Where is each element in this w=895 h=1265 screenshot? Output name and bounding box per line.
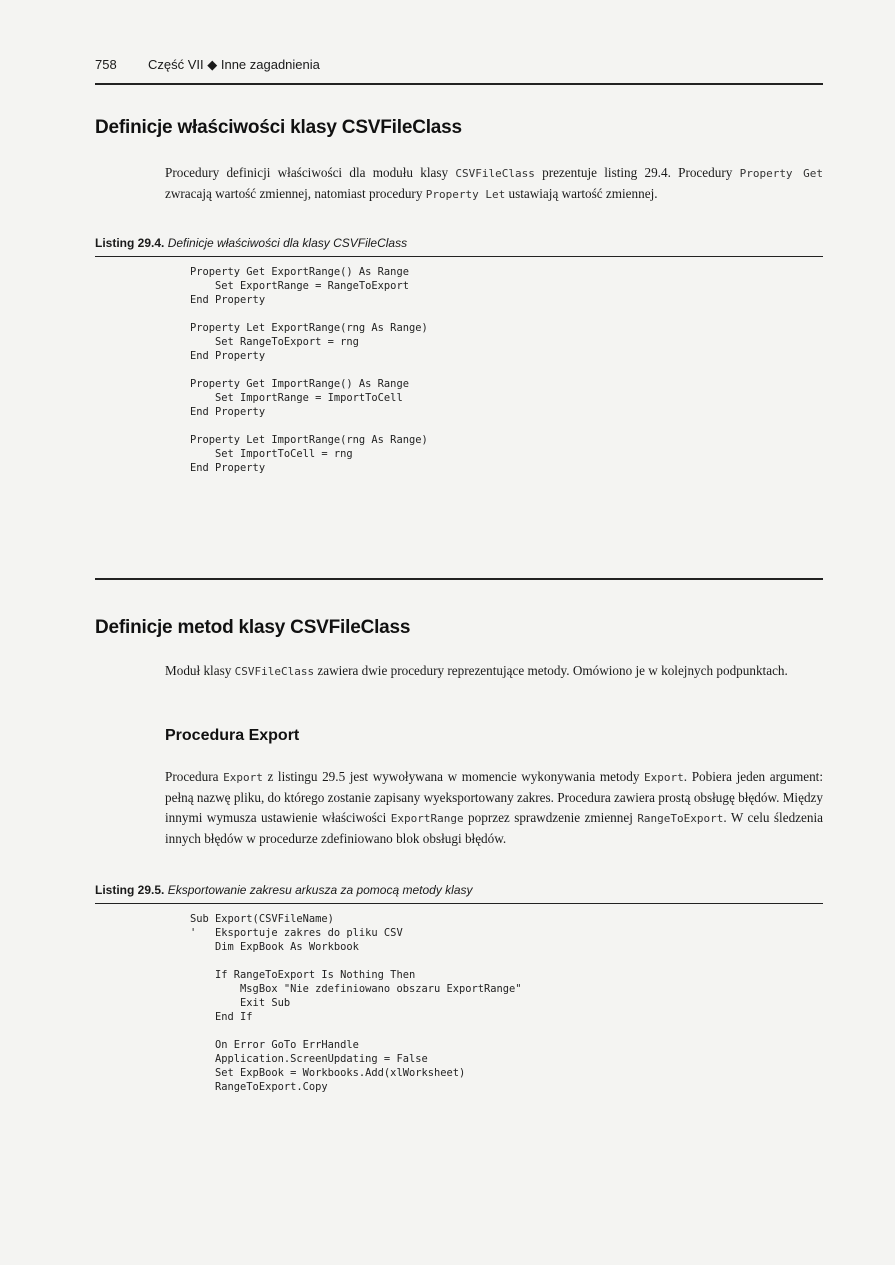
text-run: Moduł klasy [165, 663, 235, 678]
section-heading-methods: Definicje metod klasy CSVFileClass [95, 617, 411, 638]
text-run: prezentuje listing 29.4. Procedury [534, 165, 740, 180]
code-line: Set ExpBook = Workbooks.Add(xlWorksheet) [190, 1067, 466, 1079]
section-heading-properties: Definicje właściwości klasy CSVFileClass [95, 117, 462, 138]
text-run: Procedury definicji właściwości dla modułu klasy [165, 165, 456, 180]
section2-paragraph [165, 661, 823, 682]
listing-title: Eksportowanie zakresu arkusza za pomocą metody klasy [167, 883, 473, 897]
code-line: End Property [190, 462, 266, 474]
inline-code: CSVFileClass [234, 665, 315, 678]
code-line: Sub Export(CSVFileName) [190, 913, 334, 925]
listing-end-rule [95, 578, 823, 580]
code-line: End Property [190, 350, 266, 362]
code-line: Property Let ImportRange(rng As Range) [190, 434, 428, 446]
listing-label: Listing 29.5. [95, 883, 165, 897]
subsection-paragraph [165, 767, 823, 849]
code-line: Application.ScreenUpdating = False [190, 1053, 428, 1065]
code-line: Set ImportToCell = rng [190, 448, 353, 460]
code-line: Set ExportRange = RangeToExport [190, 280, 409, 292]
listing-29-5-caption [95, 883, 823, 904]
text-run: zawiera dwie procedury reprezentujące metody. Omówiono je w kolejnych podpunktach. [314, 663, 788, 678]
subsection-heading-export: Procedura Export [165, 727, 300, 744]
listing-29-4-caption [95, 236, 823, 257]
text-run: zwracają wartość zmiennej, natomiast procedury [165, 186, 426, 201]
code-line: Set ImportRange = ImportToCell [190, 392, 403, 404]
code-line: Property Get ImportRange() As Range [190, 378, 409, 390]
listing-label: Listing 29.4. [95, 236, 165, 250]
code-line: Set RangeToExport = rng [190, 336, 359, 348]
code-listing-29-4 [190, 265, 428, 475]
section1-paragraph [165, 163, 823, 205]
inline-code: Property Get [739, 167, 824, 180]
inline-code: RangeToExport [637, 812, 724, 825]
text-run: poprzez sprawdzenie zmiennej [463, 810, 638, 825]
listing-title: Definicje właściwości dla klasy CSVFileClass [167, 236, 408, 250]
code-line: Property Get ExportRange() As Range [190, 266, 409, 278]
code-line: If RangeToExport Is Nothing Then [190, 969, 416, 981]
code-listing-29-5 [190, 912, 522, 1094]
text-run: Procedura [165, 769, 224, 784]
page-header [95, 57, 823, 85]
code-line: Exit Sub [190, 997, 291, 1009]
code-line: RangeToExport.Copy [190, 1081, 328, 1093]
code-line: MsgBox "Nie zdefiniowano obszaru ExportRange" [190, 983, 522, 995]
text-run: . Pobiera jeden argument: pełną nazwę pliku, do którego zostanie zapisany wyeksportowany zakres. Procedura zawiera prostą obsługę błędów. Między innymi wymusza ustawienie właściwości [165, 769, 823, 825]
text-run: z listingu 29.5 jest wywoływana w momencie wykonywania metody [262, 769, 645, 784]
inline-code: CSVFileClass [455, 167, 535, 180]
running-head: Część VII ◆ Inne zagadnienia [148, 57, 320, 72]
code-line: End If [190, 1011, 253, 1023]
code-line: Dim ExpBook As Workbook [190, 941, 359, 953]
inline-code: ExportRange [390, 812, 464, 825]
code-line: On Error GoTo ErrHandle [190, 1039, 359, 1051]
page-number: 758 [95, 57, 117, 72]
inline-code: Export [223, 771, 263, 784]
code-line: End Property [190, 406, 266, 418]
code-line: ' Eksportuje zakres do pliku CSV [190, 927, 403, 939]
text-run: . W celu śledzenia innych błędów w procedurze zdefiniowano blok obsługi błędów. [165, 810, 823, 846]
code-line: Property Let ExportRange(rng As Range) [190, 322, 428, 334]
text-run: ustawiają wartość zmiennej. [505, 186, 658, 201]
code-line: End Property [190, 294, 266, 306]
inline-code: Property Let [425, 188, 506, 201]
inline-code: Export [644, 771, 684, 784]
